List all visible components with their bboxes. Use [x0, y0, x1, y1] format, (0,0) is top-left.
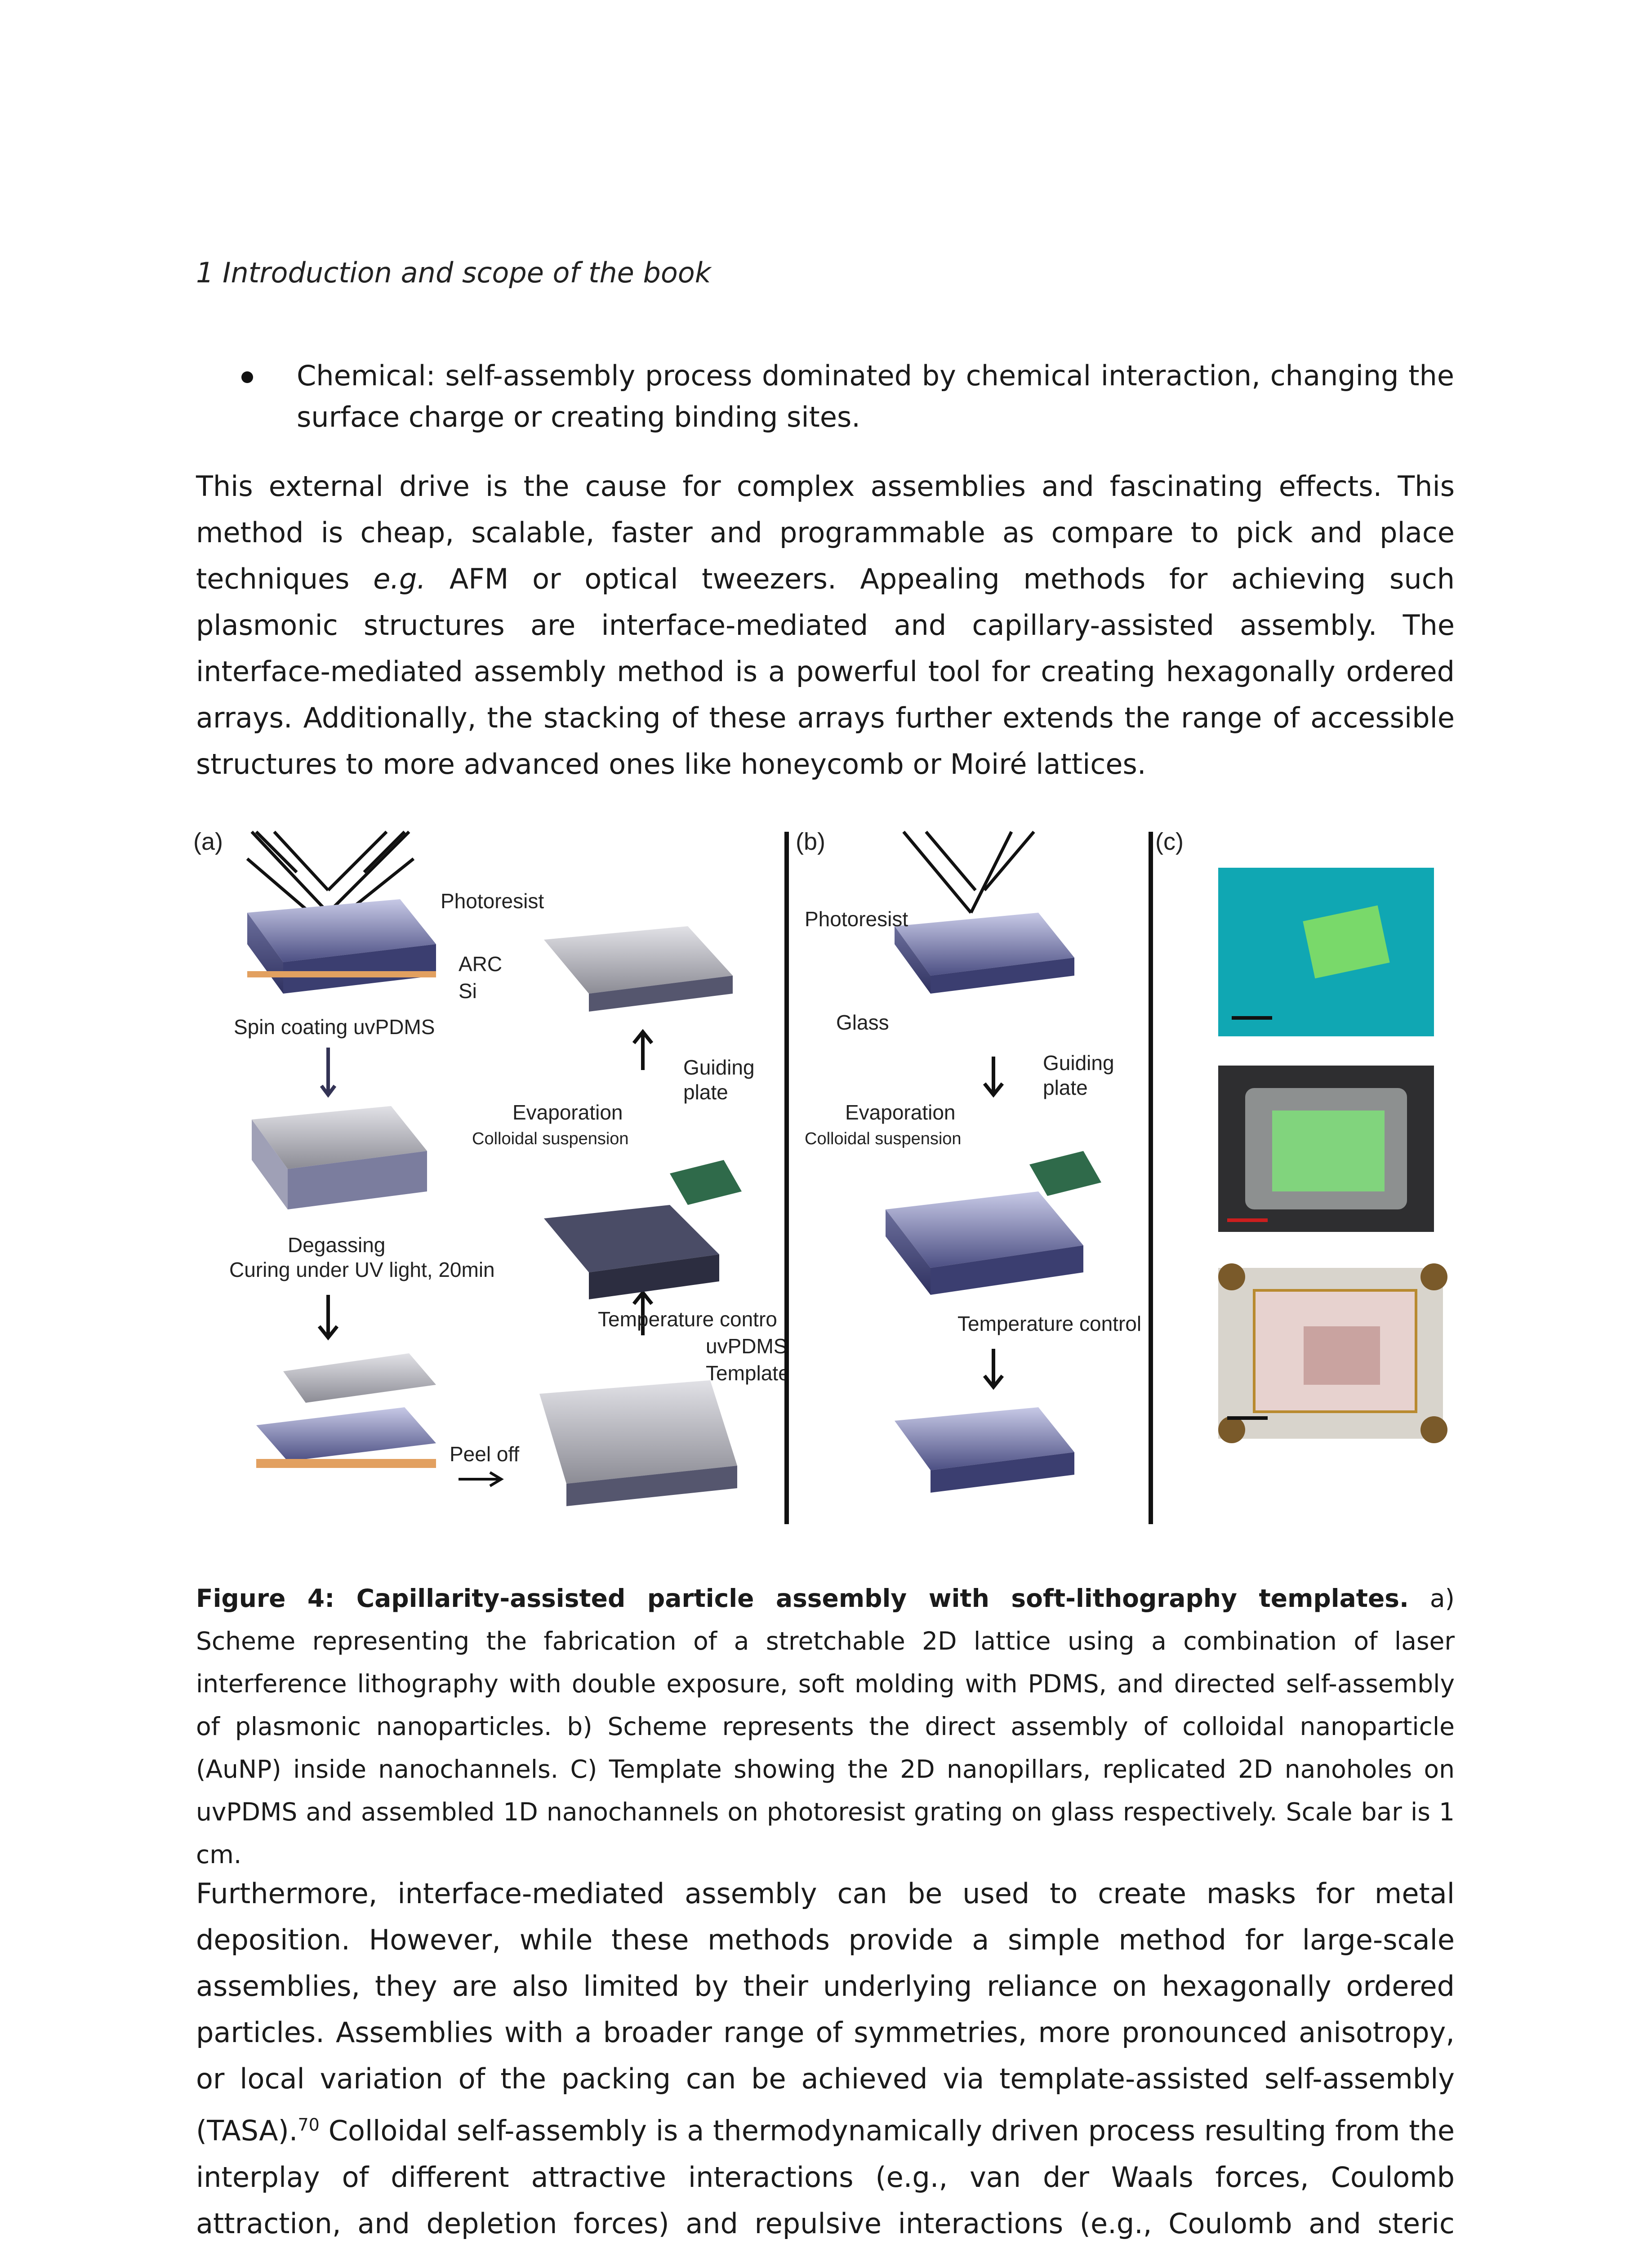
paragraph-1-text-cont: AFM or optical tweezers. Appealing methods for achieving such plasmonic structures are interface-mediated and capillary-assisted assembly. The interface-mediated assembly method is a powerful tool for creating hexagonally ordered arrays. Additionally, the stacking of these arrays further extends the range of accessible structures to more advanced ones like honeycomb or Moiré lattices. [196, 562, 1455, 781]
label-guiding-a: Guiding [683, 1056, 755, 1079]
paragraph-1 [196, 463, 1455, 787]
photo-glass-sample [1218, 1263, 1447, 1443]
caption-title: Figure 4: Capillarity-assisted particle assembly with soft-lithography templates. [196, 1584, 1409, 1613]
down-arrow-icon-b [984, 1057, 1002, 1095]
nanohole-template [539, 1380, 737, 1506]
spin-arrow-icon [321, 1048, 335, 1095]
label-uvpdms: uvPDMS [706, 1334, 788, 1358]
bullet-text: Chemical: self-assembly process dominated by chemical interaction, changing the surface charge or creating binding sites. [297, 359, 1454, 433]
label-temperature-a: Temperature contro [598, 1307, 777, 1331]
citation-superscript: 70 [298, 2115, 320, 2135]
down-arrow-icon-b2 [984, 1349, 1002, 1387]
pillar-substrate-a [247, 899, 436, 994]
label-si: Si [459, 979, 477, 1003]
label-plate-a: plate [683, 1080, 728, 1104]
running-head: 1 Introduction and scope of the book [196, 256, 711, 289]
panel-b-label: (b) [796, 828, 825, 855]
right-arrow-icon [459, 1472, 501, 1486]
assembly-stage-a [544, 1160, 742, 1299]
filled-channels-b [895, 1407, 1074, 1493]
label-curing: Curing under UV light, 20min [229, 1258, 495, 1281]
label-glass: Glass [836, 1011, 889, 1034]
paragraph-1-text: This external drive is the cause for complex assemblies and fascinating effects. This method is cheap, scalable, faster and programmable as compare to pick and place techniques [196, 470, 1455, 595]
figure-4 [193, 823, 1461, 1533]
label-degassing: Degassing [288, 1233, 386, 1257]
label-temperature-b: Temperature control [957, 1312, 1142, 1335]
figure-caption [196, 1577, 1455, 1876]
photo-gloved-sample [1218, 868, 1434, 1036]
bullet-item [245, 355, 1454, 438]
label-photoresist-b: Photoresist [805, 907, 908, 931]
panel-a-label: (a) [193, 828, 223, 855]
label-evaporation-b: Evaporation [845, 1101, 956, 1124]
label-arc: ARC [459, 952, 503, 976]
label-photoresist-a: Photoresist [441, 889, 544, 913]
panel-c-label: (c) [1155, 828, 1184, 855]
label-spin-coating: Spin coating uvPDMS [234, 1015, 435, 1039]
label-template: Template [706, 1361, 790, 1385]
paragraph-1-eg: e.g. [373, 562, 426, 595]
photo-uvpdms-sample [1218, 1066, 1434, 1232]
bullet-dot-icon [241, 371, 253, 383]
paragraph-2-text-cont: Colloidal self-assembly is a thermodynamically driven process resulting from the interplay of different attractive interactions (e.g., van der Waals forces, Coulomb attraction, and depletion forces) and repulsive interactions (e.g., Coulomb and steric [196, 2114, 1455, 2240]
up-arrow-icon-2 [634, 1032, 652, 1070]
caption-text: a) Scheme representing the fabrication of a stretchable 2D lattice using a combination of laser interference lithography with double exposure, soft molding with PDMS, and directed self-assembly of plasmonic nanoparticles. b) Scheme represents the direct assembly of colloidal nanoparticle (AuNP) inside nanochannels. C) Template showing the 2D nanopillars, replicated 2D nanoholes on uvPDMS and assembled 1D nanochannels on photoresist grating on glass respectively. Scale bar is 1 cm. [196, 1584, 1455, 1869]
assembly-stage-b [886, 1151, 1101, 1295]
laser-beams-b [904, 832, 1034, 913]
label-colloidal-b: Colloidal suspension [805, 1129, 962, 1148]
peel-off-block [256, 1353, 436, 1468]
grating-substrate-b [895, 913, 1074, 994]
label-evaporation-a: Evaporation [512, 1101, 623, 1124]
label-plate-b: plate [1043, 1076, 1088, 1099]
label-peel-off: Peel off [450, 1442, 520, 1466]
paragraph-2-text: Furthermore, interface-mediated assembly can be used to create masks for metal deposition. However, while these methods provide a simple method for large-scale assemblies, they are also limited by their underlying reliance on hexagonally ordered particles. Assemblies with a broader range of symmetries, more pronounced anisotropy, or local variation of the packing can be achieved via template-assisted self-assembly (TASA). [196, 1877, 1455, 2147]
label-colloidal-a: Colloidal suspension [472, 1129, 629, 1148]
label-guiding-b: Guiding [1043, 1051, 1114, 1075]
particle-array-a [544, 926, 733, 1012]
uvpdms-block-a [252, 1106, 427, 1209]
paragraph-2 [196, 1870, 1455, 2248]
down-arrow-icon [319, 1295, 337, 1338]
